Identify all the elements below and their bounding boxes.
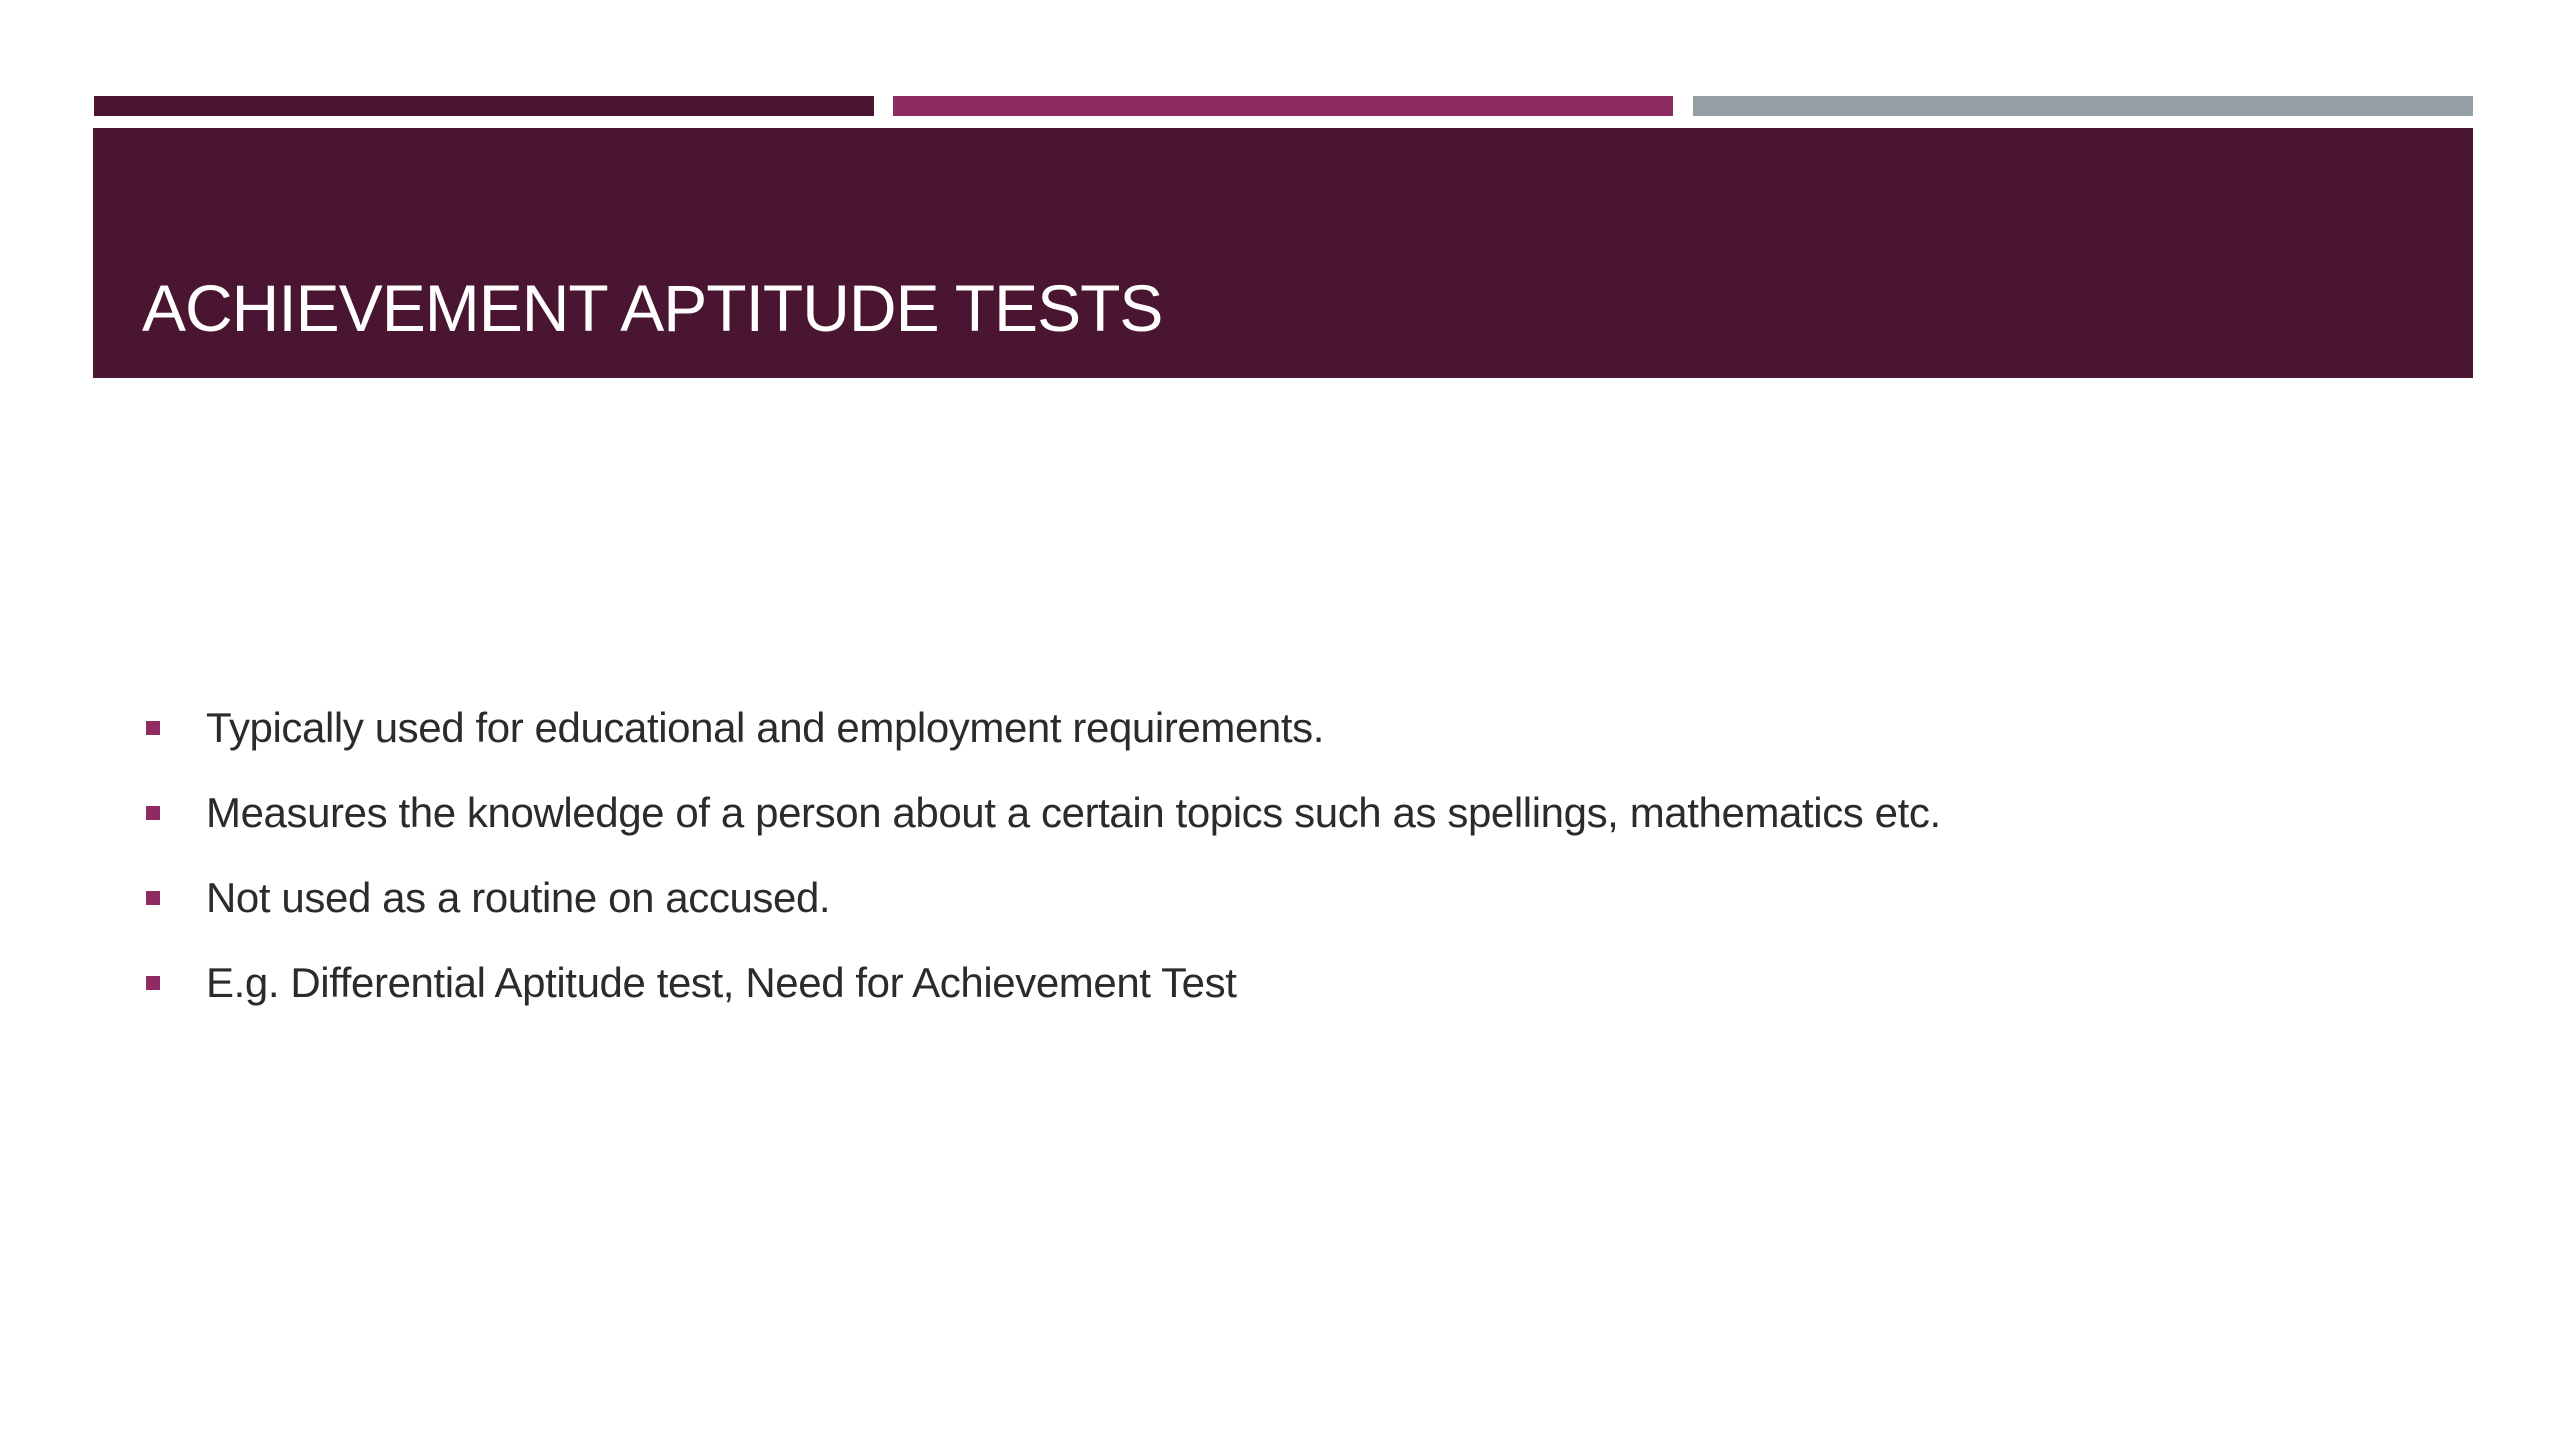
bullet-text: Measures the knowledge of a person about a certain topics such as spellings, mathematics etc.	[206, 789, 1941, 836]
slide-title: ACHIEVEMENT APTITUDE TESTS	[142, 271, 1163, 345]
square-bullet-icon	[146, 976, 160, 990]
square-bullet-icon	[146, 721, 160, 735]
bullet-text: Typically used for educational and employment requirements.	[206, 704, 1325, 751]
bullet-text: Not used as a routine on accused.	[206, 874, 831, 921]
accent-bar-accent	[893, 96, 1673, 116]
square-bullet-icon	[146, 806, 160, 820]
bullet-text: E.g. Differential Aptitude test, Need for Achievement Test	[206, 959, 1237, 1006]
accent-bar-dark	[94, 96, 874, 116]
title-band	[93, 128, 2473, 378]
accent-bar-gray	[1693, 96, 2473, 116]
square-bullet-icon	[146, 891, 160, 905]
